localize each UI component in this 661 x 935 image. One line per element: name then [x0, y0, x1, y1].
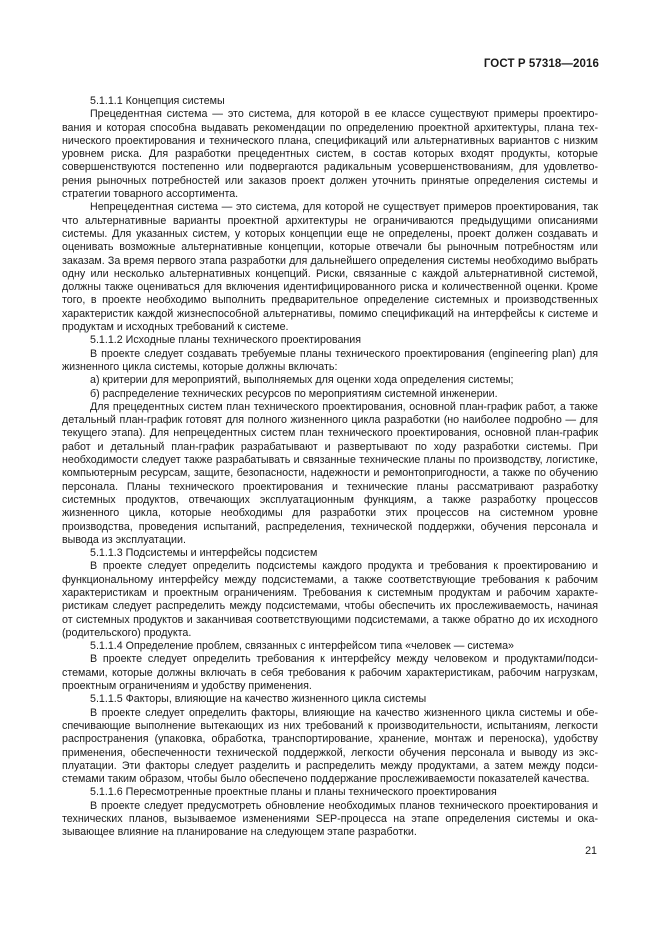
list-item-a: а) критерии для мероприятий, выполняемых для оценки хода определения системы; — [90, 374, 514, 387]
subsection-heading-5-1-1-4: 5.1.1.4 Определение проблем, связанных с интерфейсом типа «человек — система» — [90, 640, 514, 653]
paragraph-human-interface: В проекте следует определить требования к интерфейсу между человеком и продуктами/подсистемами, которые должны включать в себя требования к рабочим характеристикам, рабочим нагрузкам, проектным ограничениям и удобству применения. — [62, 653, 598, 693]
paragraph-unprecedented-system: Непрецедентная система — это система, для которой не существует примеров проектирования, так что альтернативные варианты проектной архитектуры не ограничиваются предыдущими описаниями системы. Для указанных систем, у которых концепции еще не определены, проект должен создавать и оценивать возможные альтернативные концепции, которые отвечали бы рыночным потребностям или заказам. За время первого этапа разработки для дальнейшего определения системы необходимо выбрать одну или несколько альтернативных концепций. Риски, связанные с каждой альтернативной системой, должны также оцениваться для включения идентифицированного риска и количественной оценки. Кроме того, в проекте необходимо выполнить предварительное определение системных и производственных характеристик каждой жизнеспособной альтернативы, помимо спецификаций на интерфейсы к системе и продуктам и исходных требований к системе. — [62, 201, 598, 334]
paragraph-revised-plans: В проекте следует предусмотреть обновление необходимых планов технического проектирования и технических планов, вызываемое изменениями SEP-процесса на этапе определения системы и оказывающее влияние на планирование на следующем этапе разработки. — [62, 799, 598, 839]
document-body — [62, 95, 598, 840]
paragraph-plan-details: Для прецедентных систем план технического проектирования, основной план-график работ, а также детальный план-график готовят для полного жизненного цикла разработки (но наиболее подробно — для текущего этапа). Для непрецедентных систем план технического проектирования, основной план-график работ и детальный план-график разрабатывают и развертывают по ходу разработки системы. При необходимости следует также разрабатывать и связанные технические планы по производству, логистике, компьютерным ресурсам, защите, безопасности, надежности и ремонтопригодности, а также по обучению персонала. Планы технического проектирования и технические планы рассматривают разработку системных продуктов, отвечающих эксплуатационным функциям, а также разработку процессов жизненного цикла, которые необходимы для разработки этих процессов на системном уровне производства, проведения испытаний, распределения, технической поддержки, обучения персонала и вывода из эксплуатации. — [62, 400, 598, 546]
document-header: ГОСТ Р 57318—2016 — [483, 58, 599, 70]
list-item-b: б) распределение технических ресурсов по мероприятиям системной инженерии. — [90, 387, 498, 400]
page-number: 21 — [585, 845, 597, 857]
subsection-heading-5-1-1-6: 5.1.1.6 Пересмотренные проектные планы и планы технического проектирования — [90, 786, 497, 799]
paragraph-precedent-system: Прецедентная система — это система, для которой в ее классе существуют примеры проектирования и которая способна выдавать рекомендации по определению проектной архитектуры, плана технического проектирования и технического плана, спецификаций или альтернативных вариантов с низким уровнем риска. Для разработки прецедентных систем, в состав которых входят продукты, которые совершенствуются постепенно или подвергаются радикальным усовершенствованиям, для удовлетворения рыночных потребностей или заказов проект должен уточнить принятые определения системы и стратегии товарного ассортимента. — [62, 108, 598, 201]
subsection-heading-5-1-1-3: 5.1.1.3 Подсистемы и интерфейсы подсистем — [90, 547, 318, 560]
subsection-heading-5-1-1-5: 5.1.1.5 Факторы, влияющие на качество жизненного цикла системы — [90, 693, 427, 706]
subsection-heading-5-1-1-2: 5.1.1.2 Исходные планы технического проектирования — [90, 334, 362, 347]
paragraph-quality-factors: В проекте следует определить факторы, влияющие на качество жизненного цикла системы и обеспечивающие выполнение вытекающих из них требований к производительности, испытаниям, легкости распространения (упаковка, обработка, транспортирование, хранение, монтаж и переноска), удобству применения, обеспеченности технической поддержкой, легкости обучения персонала и выводу из эксплуатации. Эти факторы следует разделить и распределить между продуктами, а затем между подсистемами таким образом, чтобы было обеспечено поддержание прослеживаемости показателей качества. — [62, 706, 598, 786]
paragraph-engineering-plans: В проекте следует создавать требуемые планы технического проектирования (engineering plan) для жизненного цикла системы, которые должны включать: — [62, 347, 598, 373]
subsection-heading-5-1-1-1: 5.1.1.1 Концепция системы — [90, 95, 225, 107]
paragraph-subsystems: В проекте следует определить подсистемы каждого продукта и требования к проектированию и функциональному интерфейсу между подсистемами, а также соответствующие требования к рабочим характеристикам и проектным ограничениям. Требования к системным продуктам и рабочим характеристикам следует распределить между подсистемами, чтобы обеспечить их прослеживаемость, начиная от системных продуктов и заканчивая соответствующими подсистемами, а также обратно до их исходного (родительского) продукта. — [62, 560, 598, 639]
